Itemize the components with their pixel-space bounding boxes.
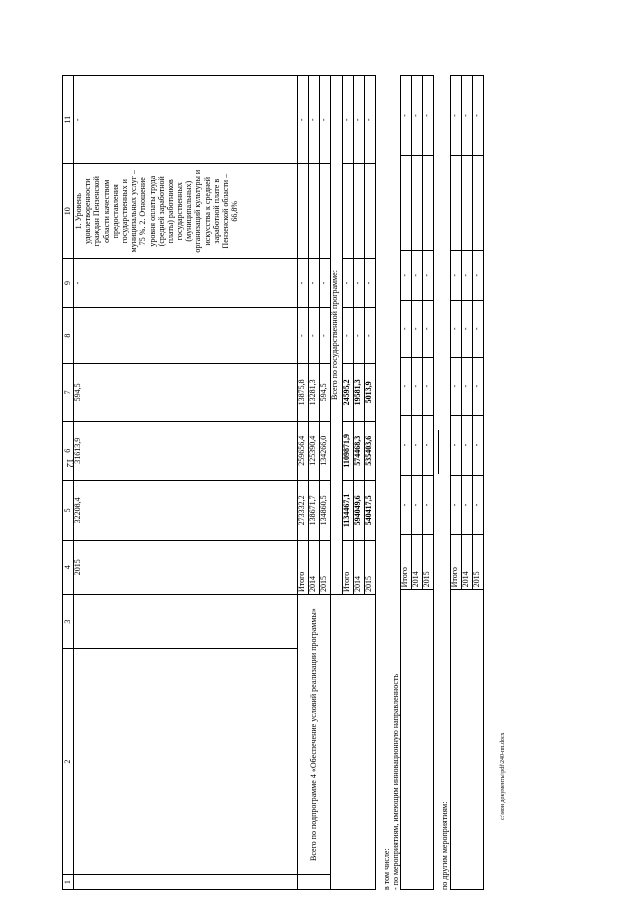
col11-cell: - — [412, 76, 423, 156]
col9-cell: - — [401, 250, 412, 300]
col10-cell — [412, 155, 423, 250]
federal-budget-cell: - — [401, 357, 412, 415]
empty-cell — [74, 594, 298, 648]
col8-cell: - — [450, 300, 461, 357]
year-cell: 2014 — [412, 535, 423, 590]
regional-budget-cell: 1109871,9 — [343, 421, 354, 481]
regional-budget-cell: - — [461, 415, 472, 475]
col11-cell: - — [298, 76, 309, 164]
col11-cell: - — [343, 76, 354, 164]
federal-budget-cell: - — [423, 357, 434, 415]
col10-cell — [461, 155, 472, 250]
col-header-2: 2 — [63, 649, 74, 875]
table-row — [343, 76, 354, 890]
col9-cell: - — [423, 250, 434, 300]
federal-budget-cell: - — [412, 357, 423, 415]
empty-cell — [450, 590, 483, 890]
indicator-text: 1. Уровень удовлетворенности граждан Пензенской области качеством предоставления государственных и муниципальных услуг – 75 %. 2. Отношение уровня оплаты труда (средней заработной платы) работников государственных (муниципальных) организаций культуры и искусства к средней заработной плате в Пензенской области – 66,8% — [74, 164, 298, 258]
total-cell: 134860,5 — [320, 481, 331, 541]
col10-cell — [298, 164, 309, 258]
federal-budget-cell: 13875,8 — [298, 364, 309, 421]
total-cell: 1134467,1 — [343, 481, 354, 541]
total-cell: - — [412, 475, 423, 535]
col9-cell: - — [309, 258, 320, 307]
regional-budget-cell: 125390,4 — [309, 421, 320, 481]
rotated-landscape-page — [62, 15, 527, 890]
table-row — [298, 76, 309, 890]
year-cell: 2015 — [320, 540, 331, 594]
col9-cell: - — [343, 258, 354, 307]
table-row — [401, 76, 412, 890]
year-cell: 2015 — [423, 535, 434, 590]
col9-cell: - — [298, 258, 309, 307]
empty-cell — [343, 594, 376, 889]
regional-budget-cell: - — [401, 415, 412, 475]
col11-cell: - — [423, 76, 434, 156]
col-header-4: 4 — [63, 540, 74, 594]
year-cell: Итого — [450, 535, 461, 590]
federal-budget-cell: 594,5 — [74, 364, 298, 421]
total-cell: 273332,2 — [298, 481, 309, 541]
col10-cell — [472, 155, 483, 250]
table-row — [74, 76, 298, 890]
col9-cell: - — [461, 250, 472, 300]
col-header-1: 1 — [63, 875, 74, 890]
regional-budget-cell: - — [450, 415, 461, 475]
col9-cell: - — [320, 258, 331, 307]
regional-budget-cell: - — [472, 415, 483, 475]
column-number-row — [63, 76, 74, 890]
total-cell: 540417,5 — [365, 481, 376, 541]
footer-file-path: c:\мои документы\pdf\240-пп.docx — [500, 732, 506, 820]
table-row — [450, 76, 461, 890]
including-label: в том числе: — [382, 848, 391, 890]
year-cell: 2014 — [309, 540, 320, 594]
col8-cell: - — [472, 300, 483, 357]
federal-budget-cell: 24595,2 — [343, 364, 354, 421]
col11-cell: - — [309, 76, 320, 164]
federal-budget-cell: 5013,9 — [365, 364, 376, 421]
col10-cell — [450, 155, 461, 250]
total-cell: - — [423, 475, 434, 535]
year-cell: 2015 — [472, 535, 483, 590]
col-header-8: 8 — [63, 308, 74, 364]
total-cell: - — [461, 475, 472, 535]
empty-cell — [74, 875, 298, 890]
col8-cell: - — [401, 300, 412, 357]
col11-cell: - — [354, 76, 365, 164]
col9-cell: - — [74, 258, 298, 307]
col8-cell: - — [309, 308, 320, 364]
other-measures-label: по другим мероприятиям: — [440, 801, 450, 890]
federal-budget-cell: - — [450, 357, 461, 415]
budget-table — [62, 75, 376, 890]
year-cell: Итого — [343, 540, 354, 594]
year-cell: Итого — [401, 535, 412, 590]
empty-cell — [74, 649, 298, 875]
col9-cell: - — [354, 258, 365, 307]
col10-cell — [320, 164, 331, 258]
col8-cell: - — [320, 308, 331, 364]
col-header-10: 10 — [63, 164, 74, 258]
col11-cell: - — [472, 76, 483, 156]
col8-cell: - — [354, 308, 365, 364]
year-cell: 2014 — [461, 535, 472, 590]
empty-cell — [401, 590, 434, 890]
program-total-title: Всего по государственной программе: — [331, 76, 343, 595]
col8-cell: - — [343, 308, 354, 364]
year-cell: 2015 — [74, 540, 298, 594]
total-cell: - — [472, 475, 483, 535]
col9-cell: - — [365, 258, 376, 307]
regional-budget-cell: 31613,9 — [74, 421, 298, 481]
col10-cell — [309, 164, 320, 258]
innovation-table — [400, 75, 434, 890]
col10-cell — [354, 164, 365, 258]
col10-cell — [365, 164, 376, 258]
col-header-3: 3 — [63, 594, 74, 648]
col8-cell: - — [365, 308, 376, 364]
total-cell: 138671,7 — [309, 481, 320, 541]
federal-budget-cell: 13281,3 — [309, 364, 320, 421]
col11-cell: - — [461, 76, 472, 156]
col10-cell — [401, 155, 412, 250]
page-number: 12 — [65, 458, 75, 468]
total-cell: 594049,6 — [354, 481, 365, 541]
col-header-7: 7 — [63, 364, 74, 421]
col-header-6: 6 — [63, 421, 74, 481]
col11-cell: - — [74, 76, 298, 164]
regional-budget-cell: 574468,3 — [354, 421, 365, 481]
regional-budget-cell: - — [412, 415, 423, 475]
innovation-label: - по мероприятиям, имеющим инновационную направленность — [391, 673, 401, 890]
col11-cell: - — [401, 76, 412, 156]
col11-cell: - — [365, 76, 376, 164]
regional-budget-cell: 535403,6 — [365, 421, 376, 481]
other-measures-table — [450, 75, 484, 890]
col10-cell — [343, 164, 354, 258]
col8-cell: - — [461, 300, 472, 357]
col8-cell: - — [412, 300, 423, 357]
year-cell: Итого — [298, 540, 309, 594]
col11-cell: - — [450, 76, 461, 156]
total-cell: - — [401, 475, 412, 535]
col-header-11: 11 — [63, 76, 74, 164]
year-cell: 2014 — [354, 540, 365, 594]
total-cell: 32208,4 — [74, 481, 298, 541]
empty-cell — [298, 875, 331, 890]
regional-budget-cell: 259656,4 — [298, 421, 309, 481]
total-cell: - — [450, 475, 461, 535]
col11-cell: - — [320, 76, 331, 164]
empty-cell — [74, 308, 298, 364]
col9-cell: - — [412, 250, 423, 300]
col9-cell: - — [472, 250, 483, 300]
col8-cell: - — [423, 300, 434, 357]
table-row — [331, 76, 343, 890]
federal-budget-cell: - — [472, 357, 483, 415]
col8-cell: - — [298, 308, 309, 364]
regional-budget-cell: - — [423, 415, 434, 475]
federal-budget-cell: - — [461, 357, 472, 415]
regional-budget-cell: 134266,0 — [320, 421, 331, 481]
col10-cell — [423, 155, 434, 250]
empty-cell — [331, 594, 343, 889]
subprogram-label: Всего по подпрограмме 4 «Обеспечение условий реализации программы» — [298, 594, 331, 874]
col-header-9: 9 — [63, 258, 74, 307]
col-header-5: 5 — [63, 481, 74, 541]
year-cell: 2015 — [365, 540, 376, 594]
col9-cell: - — [450, 250, 461, 300]
federal-budget-cell: 594,5 — [320, 364, 331, 421]
federal-budget-cell: 19581,3 — [354, 364, 365, 421]
